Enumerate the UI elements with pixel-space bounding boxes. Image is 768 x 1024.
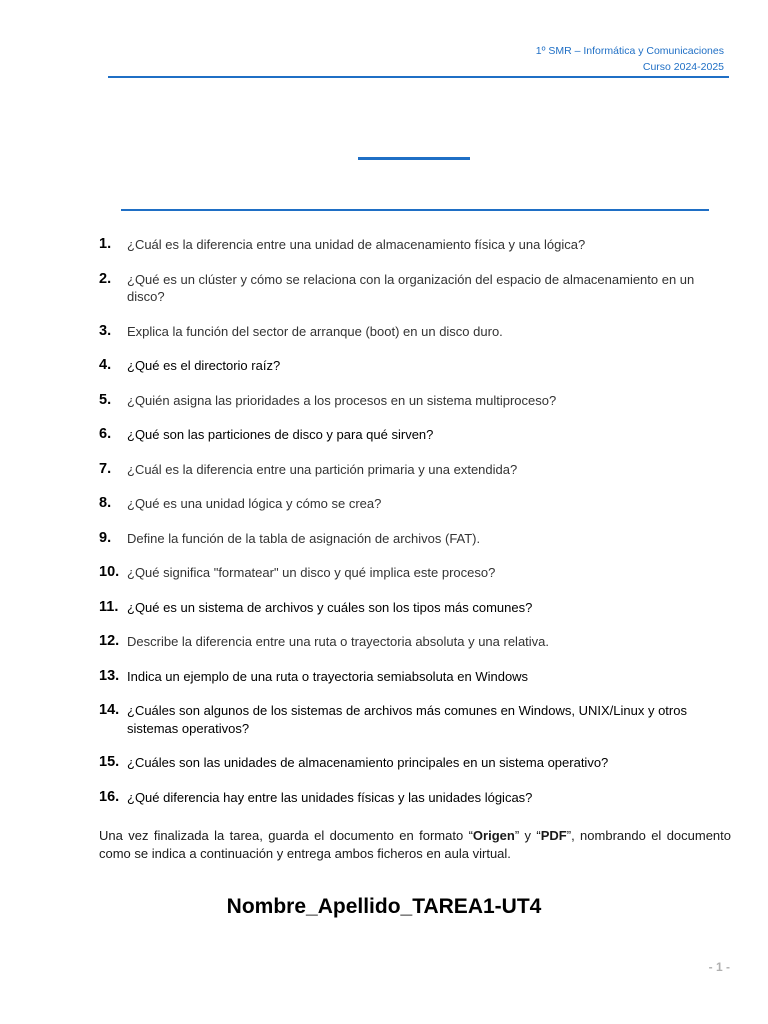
question-number: 14. [99, 702, 120, 718]
question-text: ¿Quién asigna las prioridades a los procesos en un sistema multiproceso? [127, 392, 557, 408]
question-number: 4. [99, 357, 112, 373]
instructions-text-3: ”, nombrando el documento como se indica a continuación y entrega ambos ficheros en aula virtual. [99, 828, 732, 861]
question-item [99, 271, 731, 306]
question-text: ¿Qué son las particiones de disco y para qué sirven? [127, 427, 434, 442]
question-number: 5. [99, 391, 112, 408]
submission-instructions [99, 827, 731, 862]
question-number: 6. [99, 426, 112, 442]
question-text: ¿Cuál es la diferencia entre una partición primaria y una extendida? [127, 461, 518, 477]
question-item [99, 789, 731, 807]
question-text: ¿Qué es un clúster y cómo se relaciona con la organización del espacio de almacenamiento en un disco? [127, 271, 695, 304]
instructions-text-2: ” y “ [514, 828, 541, 843]
question-number: 3. [99, 322, 112, 339]
header-divider [108, 76, 729, 78]
question-item [99, 702, 731, 737]
question-number: 12. [99, 633, 120, 649]
question-text: Indica un ejemplo de una ruta o trayectoria semiabsoluta en Windows [127, 668, 529, 684]
question-text: ¿Qué es el directorio raíz? [127, 358, 281, 373]
title-underline-short [358, 157, 470, 160]
question-text: ¿Cuáles son algunos de los sistemas de archivos más comunes en Windows, UNIX/Linux y otros sistemas operativos? [127, 703, 687, 736]
question-item [99, 633, 731, 651]
question-number: 1. [99, 236, 112, 252]
question-item [99, 754, 731, 772]
title-underline-long [121, 209, 709, 211]
question-item [99, 461, 731, 479]
instructions-text-1: Una vez finalizada la tarea, guarda el documento en formato “ [99, 828, 473, 843]
question-number: 8. [99, 495, 112, 511]
question-text: Describe la diferencia entre una ruta o trayectoria absoluta y una relativa. [127, 634, 550, 649]
year-label: Curso 2024-2025 [642, 61, 724, 73]
question-number: 10. [99, 564, 120, 580]
question-text: ¿Qué diferencia hay entre las unidades físicas y las unidades lógicas? [127, 789, 533, 805]
question-text: Explica la función del sector de arranque (boot) en un disco duro. [127, 323, 503, 339]
question-text: ¿Qué es una unidad lógica y cómo se crea? [127, 496, 382, 511]
question-list [99, 236, 731, 823]
question-number: 9. [99, 529, 112, 546]
question-item [99, 357, 731, 375]
question-item [99, 392, 731, 410]
question-item [99, 564, 731, 582]
question-text: ¿Cuáles son las unidades de almacenamiento principales en un sistema operativo? [127, 755, 609, 770]
question-number: 16. [99, 788, 120, 805]
format-origen: Origen [472, 828, 515, 843]
question-number: 13. [99, 667, 120, 684]
question-number: 2. [99, 270, 112, 287]
question-text: ¿Qué es un sistema de archivos y cuáles son los tipos más comunes? [127, 599, 533, 615]
course-label: 1º SMR – Informática y Comunicaciones [535, 45, 724, 57]
file-name-template: Nombre_Apellido_TAREA1-UT4 [226, 895, 542, 918]
question-number: 15. [99, 754, 120, 770]
question-item [99, 495, 731, 513]
format-pdf: PDF [540, 828, 567, 843]
page-number: - 1 - [708, 960, 730, 974]
question-number: 11. [99, 598, 119, 615]
question-text: ¿Cuál es la diferencia entre una unidad de almacenamiento física y una lógica? [127, 237, 586, 252]
question-text: ¿Qué significa "formatear" un disco y qué implica este proceso? [127, 565, 496, 580]
question-item [99, 323, 731, 341]
document-header [536, 43, 724, 75]
question-item [99, 530, 731, 548]
question-number: 7. [99, 460, 112, 477]
question-item [99, 599, 731, 617]
question-item [99, 236, 731, 254]
question-item [99, 668, 731, 686]
question-text: Define la función de la tabla de asignación de archivos (FAT). [127, 530, 481, 546]
question-item [99, 426, 731, 444]
